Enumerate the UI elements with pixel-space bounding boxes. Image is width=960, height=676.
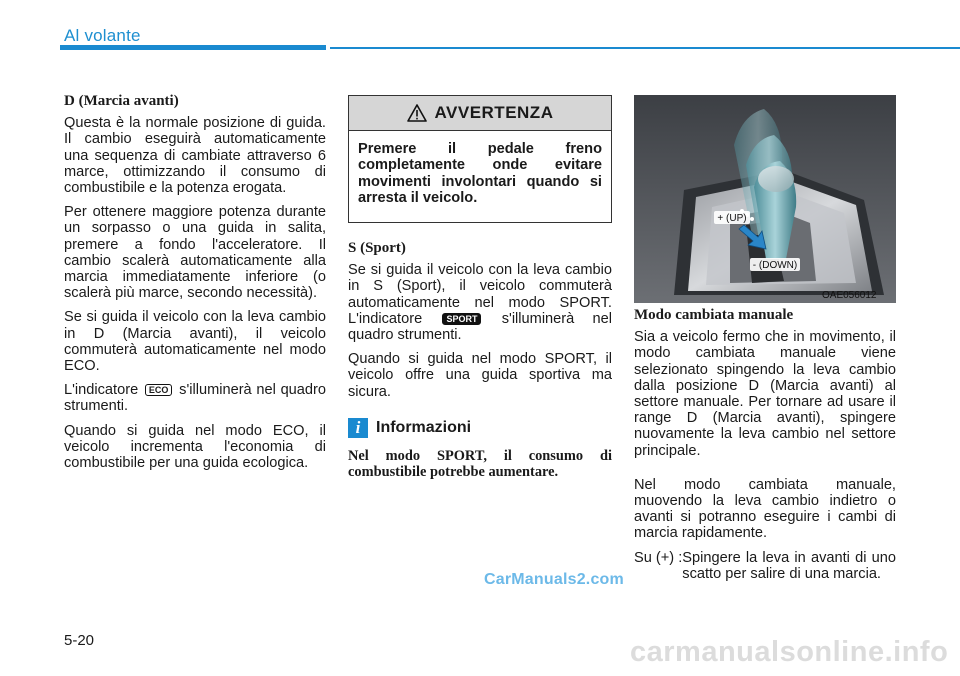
list-item-text: Spingere la leva in avanti di uno scatto per salire di una marcia. [682, 549, 896, 582]
figure-label-up: + (UP) [717, 213, 747, 224]
text: s'illuminerà nel quadro strumenti. [348, 310, 612, 344]
warning-title: AVVERTENZA [434, 103, 554, 122]
info-note: Nel modo SPORT, il consumo di combustibile potrebbe aumentare. [348, 447, 612, 480]
paragraph: Nel modo cambiata manuale, muovendo la leva cambio indietro o avanti si potranno eseguire i cambi di marcia rapidamente. [634, 476, 896, 542]
eco-indicator-icon: ECO [145, 384, 173, 396]
gear-shifter-illustration [634, 95, 896, 303]
header-rule-thick [60, 45, 326, 50]
gear-shifter-image [634, 95, 896, 303]
paragraph-eco-indicator [64, 382, 326, 414]
paragraph: Se si guida il veicolo con la leva cambio in D (Marcia avanti), il veicolo commuterà automaticamente nel modo ECO. [64, 309, 326, 375]
text: Se si guida il veicolo con la leva cambio in S (Sport), il veicolo commuterà automaticamente nel modo SPORT. L'indicatore [348, 262, 612, 327]
heading-sport: S (Sport) [348, 240, 406, 256]
watermark-link[interactable]: CarManuals2.com [484, 571, 624, 588]
footer-site-watermark: carmanualsonline.info [630, 636, 949, 668]
paragraph: Sia a veicolo fermo che in movimento, il modo cambiata manuale viene selezionato spingendo la leva cambio dalla posizione D (Marcia avanti) al settore manuale. Per tornare ad usare il range D (Marcia avanti), spingere nuovamente la leva cambio nel settore principale. [634, 329, 896, 459]
info-title: Informazioni [376, 418, 472, 436]
column-middle [348, 240, 612, 480]
warning-triangle-icon [407, 104, 427, 122]
column-right [634, 307, 896, 582]
heading-drive: D (Marcia avanti) [64, 93, 179, 109]
warning-box [348, 95, 612, 223]
info-header [348, 418, 612, 438]
section-title: Al volante [64, 26, 141, 45]
text: s'illuminerà nel quadro strumenti. [64, 382, 327, 415]
paragraph-sport-indicator [348, 262, 612, 343]
page-number: 5-20 [64, 632, 95, 649]
list-item-upshift [634, 550, 896, 582]
figure-code: OAE056012 [822, 290, 877, 301]
text: L'indicatore [64, 382, 139, 399]
list-item-lead: Su (+) : [634, 549, 683, 566]
info-icon: i [348, 418, 368, 438]
paragraph: Per ottenere maggiore potenza durante un sorpasso o una guida in salita, premere a fondo l'acceleratore. Il cambio scalerà automaticamente alla marcia immediatamente inferiore (o scalerà più marce, secondo necessità). [64, 204, 326, 302]
column-left [64, 93, 326, 479]
header-rule-thin [330, 47, 960, 49]
heading-manual-mode: Modo cambiata manuale [634, 307, 794, 323]
sport-indicator-icon: SPORT [442, 313, 481, 325]
paragraph: Questa è la normale posizione di guida. Il cambio eseguirà automaticamente una sequenza di cambiate attraverso 6 marce, ottimizzando il consumo di combustibile e la potenza erogata. [64, 115, 326, 197]
figure-label-down: - (DOWN) [752, 260, 798, 271]
warning-text: Premere il pedale freno completamente onde evitare movimenti involontari quando si arresta il veicolo. [358, 141, 602, 207]
warning-header [349, 96, 611, 131]
paragraph: Quando si guida nel modo SPORT, il veicolo offre una guida sportiva ma sicura. [348, 351, 612, 400]
paragraph: Quando si guida nel modo ECO, il veicolo incrementa l'economia di combustibile per una guida ecologica. [64, 422, 326, 472]
